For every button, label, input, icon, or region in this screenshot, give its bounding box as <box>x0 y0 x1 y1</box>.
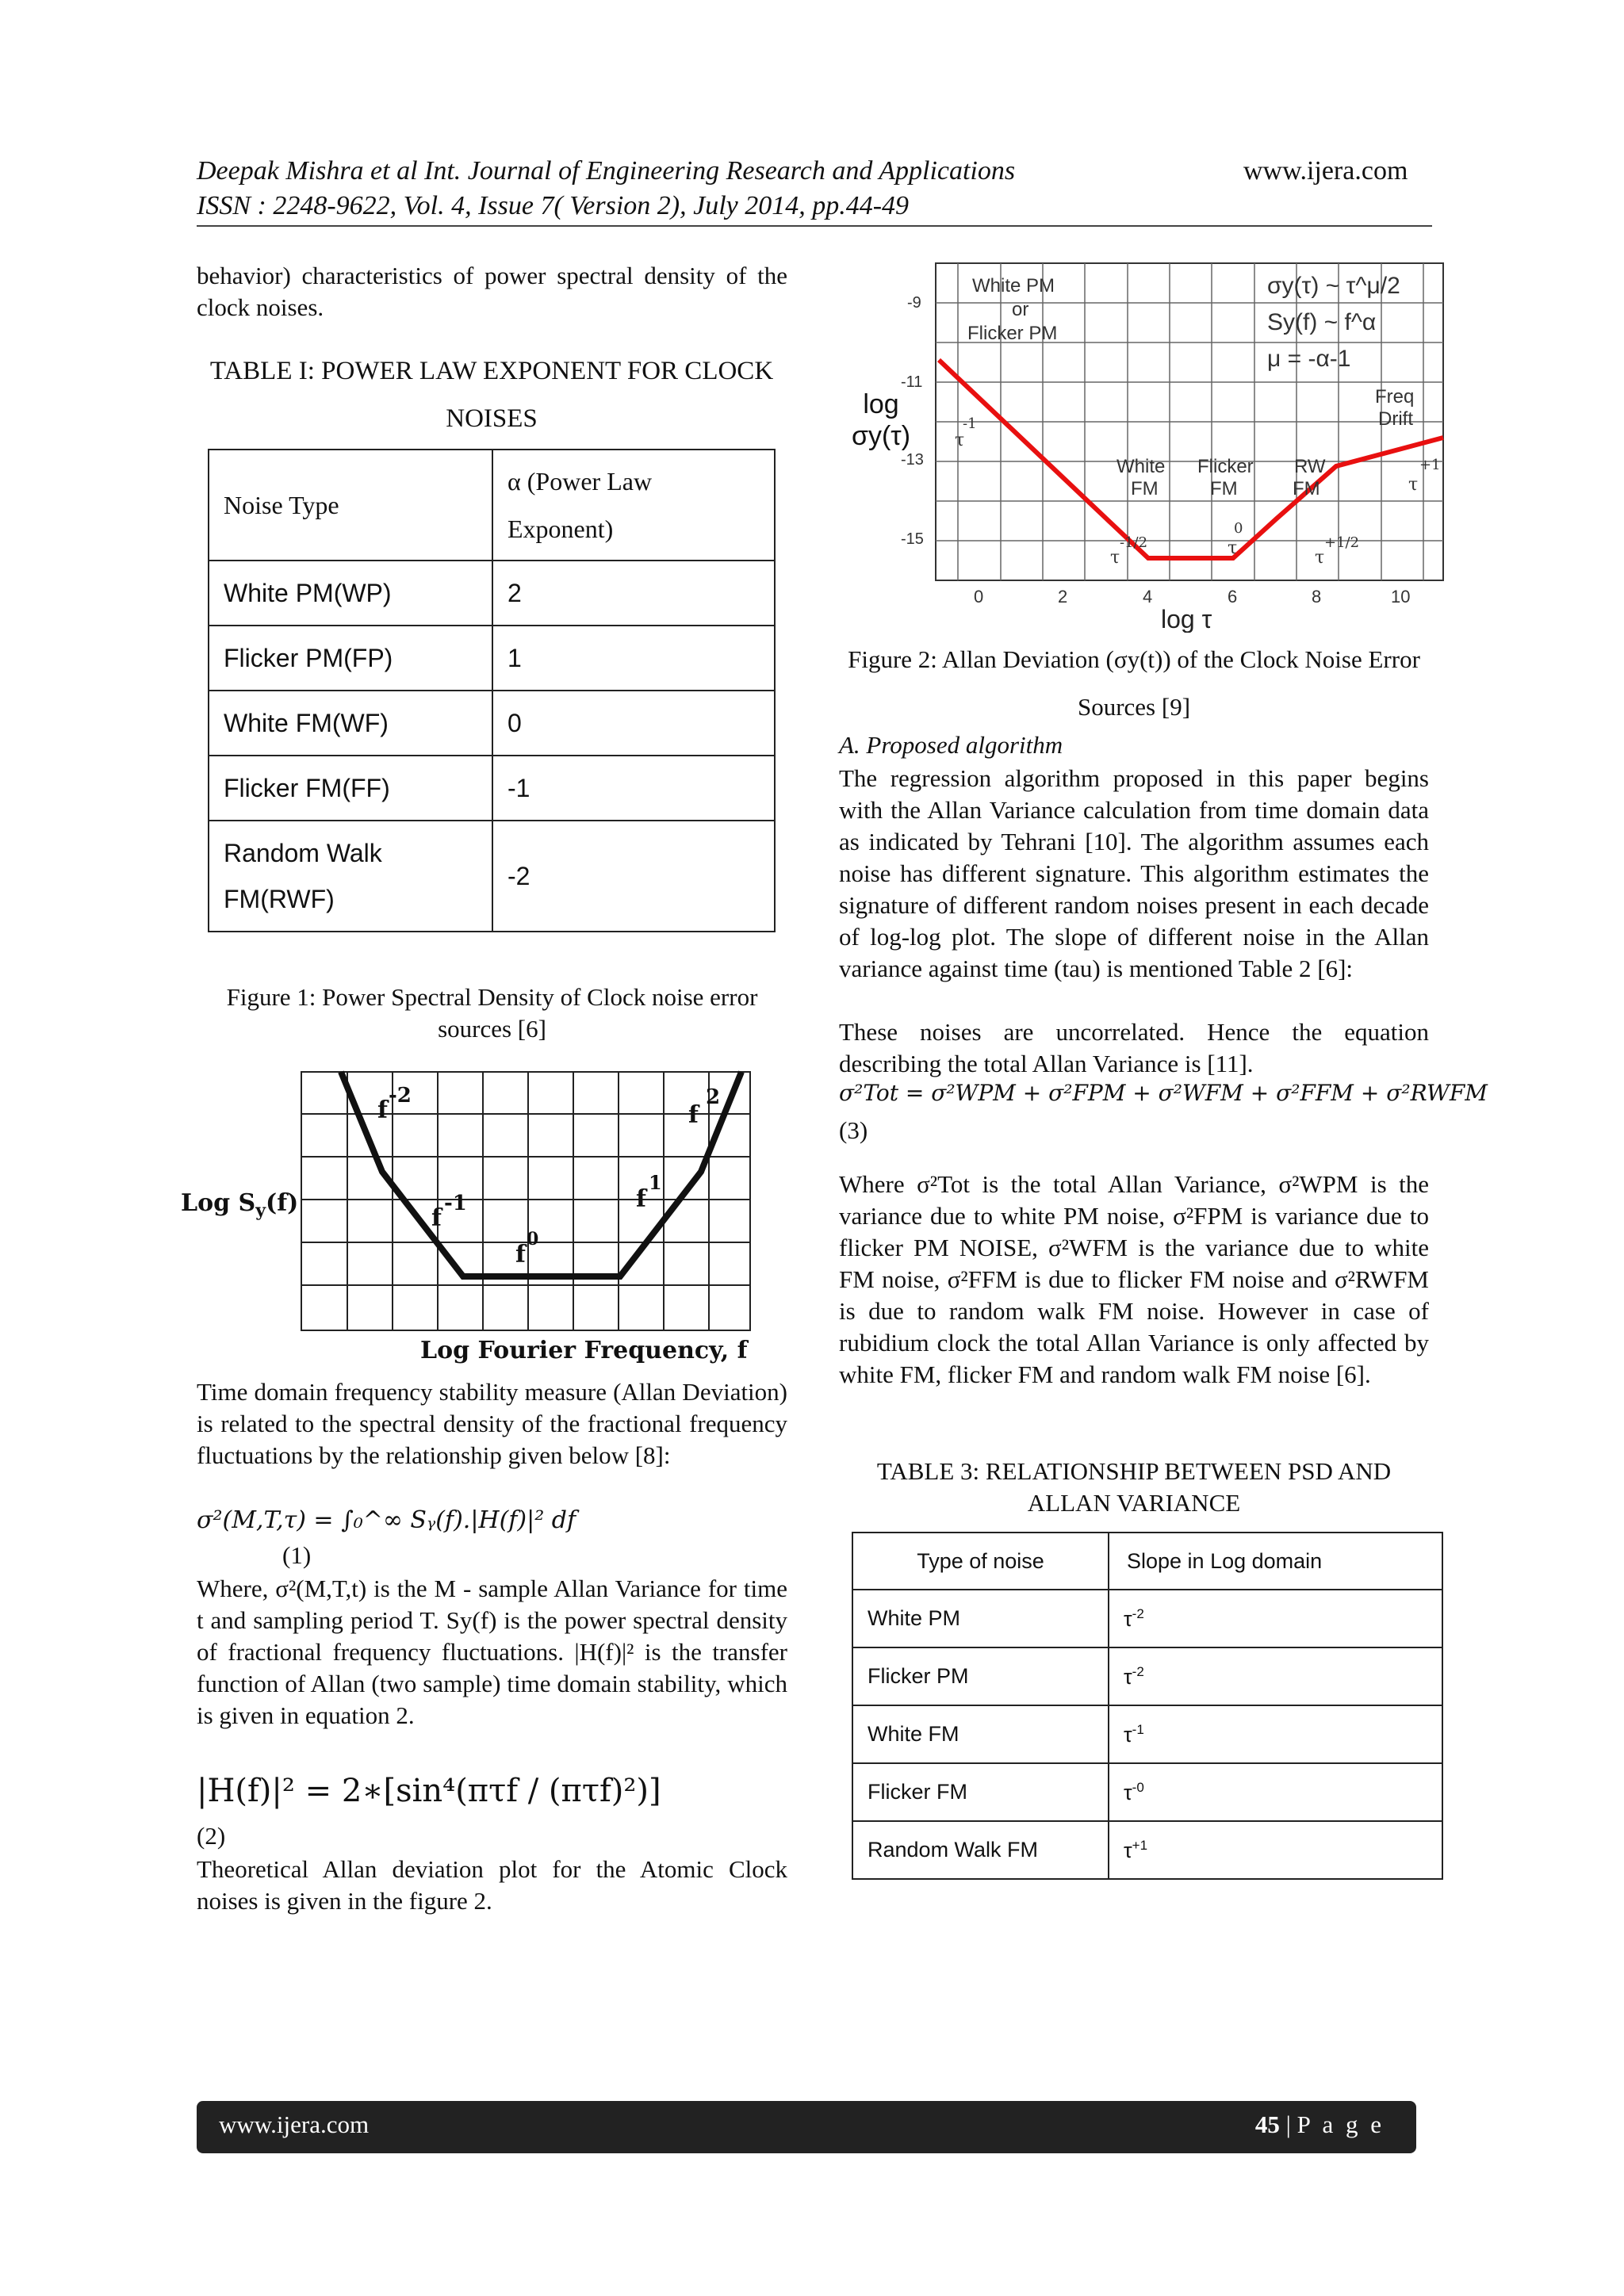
table3-cell: $\tau^{-1}$ <box>1109 1705 1442 1763</box>
right-para2: These noises are uncorrelated. Hence the equation describing the total Allan Variance is [11]. <box>839 1018 1429 1077</box>
section-heading: A. Proposed algorithm <box>839 731 1063 759</box>
svg-text:2: 2 <box>1058 587 1068 607</box>
svg-text:Drift: Drift <box>1378 408 1413 430</box>
right-para1: The regression algorithm proposed in this paper begins with the Allan Variance calculation from time domain data as indicated by Tehrani [10]. The algorithm assumes each noise has different signature. This algorithm estimates the signature of different random noises present in each decade of log-log plot. The slope of different noise in the Allan variance against time (tau) is mentioned Table 2 [6]: <box>839 764 1429 982</box>
svg-text:4: 4 <box>1143 587 1153 607</box>
fig1-labels <box>377 1084 720 1269</box>
journal-issn: ISSN : 2248-9622, Vol. 4, Issue 7( Version 2), July 2014, pp.44-49 <box>197 191 910 220</box>
table1-cell: White FM(WF) <box>209 691 492 756</box>
table3-cell: $\tau^{-2}$ <box>1109 1647 1442 1705</box>
table3-cell: $\tau^{-2}$ <box>1109 1590 1442 1647</box>
intro-text: behavior) characteristics of power spectral density of the clock noises. <box>197 262 787 321</box>
svg-text:Freq: Freq <box>1375 386 1415 408</box>
table3-cell: $\tau^{-0}$ <box>1109 1763 1442 1821</box>
table1-cell: 1 <box>492 626 775 691</box>
equation-2: |H(f)|² = 2∗[sin⁴(πτf / (πτf)²)] <box>197 1773 661 1809</box>
equation-1: σ²(M,T,τ) = ∫₀^∞ Sᵧ(f).|H(f)|² df <box>197 1506 576 1534</box>
svg-text:-9: -9 <box>907 294 921 312</box>
svg-text:-2: -2 <box>389 1084 412 1108</box>
left-para3: Theoretical Allan deviation plot for the Atomic Clock noises is given in the figure 2. <box>197 1855 787 1915</box>
left-para1: Time domain frequency stability measure (Allan Deviation) is related to the spectral density of the fractional frequency fluctuations by the relationship given below [8]: <box>197 1378 787 1469</box>
svg-text:Flicker PM: Flicker PM <box>967 323 1058 344</box>
fig2-y-ticks <box>901 294 924 548</box>
svg-text:f: f <box>515 1241 526 1269</box>
table1-title: TABLE I: POWER LAW EXPONENT FOR CLOCK NOISES <box>209 357 774 433</box>
table3-title: TABLE 3: RELATIONSHIP BETWEEN PSD AND ALLAN VARIANCE <box>876 1457 1392 1517</box>
table1-head-cell: Noise Type <box>209 450 492 561</box>
table-row <box>852 1821 1442 1879</box>
fig1-ylabel: Log $S_y(f)$ <box>181 1189 299 1221</box>
svg-text:-1/2: -1/2 <box>1120 534 1148 551</box>
svg-text:σy(τ) ~ τ^μ/2: σy(τ) ~ τ^μ/2 <box>1267 273 1400 299</box>
table3-cell: Flicker PM <box>852 1647 1109 1705</box>
table1-cell: Flicker PM(FP) <box>209 626 492 691</box>
svg-text:τ: τ <box>1110 548 1120 568</box>
header-divider <box>197 225 1432 227</box>
svg-text:-15: -15 <box>901 530 924 548</box>
svg-text:+1/2: +1/2 <box>1324 534 1360 551</box>
table3-cell: White PM <box>852 1590 1109 1647</box>
fig1-caption: Figure 1: Power Spectral Density of Clock noise error sources [6] <box>226 983 758 1043</box>
table3-head-cell: Type of noise <box>852 1533 1109 1590</box>
svg-text:f: f <box>636 1185 646 1213</box>
footer-page-number: 45 | P a g e <box>1254 2110 1385 2138</box>
svg-text:2: 2 <box>706 1085 721 1109</box>
svg-text:RW: RW <box>1294 456 1326 477</box>
fig1-plot <box>300 1070 752 1332</box>
table3-cell: White FM <box>852 1705 1109 1763</box>
table1-cell: 2 <box>492 561 775 626</box>
table1-cell: 0 <box>492 691 775 756</box>
footer-site[interactable]: www.ijera.com <box>219 2110 370 2138</box>
svg-text:FM: FM <box>1131 478 1159 499</box>
table1-cell: -1 <box>492 756 775 821</box>
svg-text:-13: -13 <box>901 451 924 469</box>
fig2-plot <box>896 260 1451 633</box>
svg-text:White: White <box>1116 456 1166 477</box>
table-row <box>209 561 775 626</box>
svg-text:f: f <box>377 1096 388 1124</box>
table3 <box>852 1532 1443 1880</box>
table1-cell: -2 <box>492 821 775 932</box>
table3-cell: $\tau^{+1}$ <box>1109 1821 1442 1879</box>
svg-text:10: 10 <box>1391 587 1411 607</box>
page-footer <box>197 2101 1416 2153</box>
svg-text:FM: FM <box>1293 478 1320 499</box>
fig2-allan-curve <box>939 360 1443 558</box>
journal-title: Deepak Mishra et al Int. Journal of Engineering Research and Applications <box>197 156 1016 186</box>
svg-text:FM: FM <box>1210 478 1238 499</box>
svg-text:τ: τ <box>1228 538 1238 558</box>
svg-text:τ: τ <box>1408 475 1419 495</box>
svg-text:0: 0 <box>974 587 984 607</box>
header-site[interactable]: www.ijera.com <box>1243 156 1408 186</box>
table3-cell: Random Walk FM <box>852 1821 1109 1879</box>
svg-text:0: 0 <box>1234 520 1243 537</box>
table3-header <box>852 1533 1442 1590</box>
svg-text:f: f <box>688 1101 699 1129</box>
svg-text:1: 1 <box>649 1171 662 1194</box>
fig2-xlabel: log τ <box>1161 605 1212 633</box>
equation-2-number: (2) <box>197 1822 226 1850</box>
fig2-ylabel: log σy(τ) <box>852 389 911 451</box>
svg-text:8: 8 <box>1312 587 1322 607</box>
table-row <box>852 1705 1442 1763</box>
svg-text:White PM: White PM <box>972 275 1055 297</box>
fig1-xlabel: Log Fourier Frequency, f <box>420 1337 748 1364</box>
table1-header <box>209 450 775 561</box>
equation-1-number: (1) <box>282 1541 312 1569</box>
table-row <box>209 626 775 691</box>
table1-cell: Flicker FM(FF) <box>209 756 492 821</box>
table-row <box>209 821 775 932</box>
svg-text:-1: -1 <box>963 415 977 432</box>
svg-text:τ: τ <box>1315 548 1325 568</box>
right-para3: Where σ²Tot is the total Allan Variance, σ²WPM is the variance due to white PM noise, σ²FPM is variance due to flicker PM NOISE, σ²WFM is the variance due to white FM noise, σ²FFM is due to flicker FM noise and σ²RWFM is due to random walk FM noise. However in case of rubidium clock the total Allan Variance is only affected by white FM, flicker FM and random walk FM noise [6]. <box>839 1170 1429 1388</box>
table-row <box>209 691 775 756</box>
svg-text:0: 0 <box>527 1229 539 1249</box>
table1-cell: Random Walk FM(RWF) <box>209 821 492 932</box>
fig2-caption: Figure 2: Allan Deviation (σy(t)) of the Clock Noise Error Sources [9] <box>848 645 1420 721</box>
equation-3-number: (3) <box>839 1116 868 1144</box>
svg-text:6: 6 <box>1228 587 1238 607</box>
fig1-grid <box>301 1072 750 1330</box>
table1 <box>208 449 776 932</box>
svg-text:-11: -11 <box>901 373 923 391</box>
table-row <box>852 1763 1442 1821</box>
table1-cell: White PM(WP) <box>209 561 492 626</box>
svg-text:Flicker: Flicker <box>1197 456 1254 477</box>
left-para2: Where, σ²(M,T,t) is the M - sample Allan Variance for time t and sampling period T. Sy(f) is the power spectral density of fractional frequency fluctuations. |H(f)|² is the transfer function of Allan (two sample) time domain stability, which is given in equation 2. <box>197 1575 787 1729</box>
svg-text:f: f <box>431 1204 442 1232</box>
fig2-legend <box>1267 273 1400 372</box>
table3-cell: Flicker FM <box>852 1763 1109 1821</box>
table3-head-cell: Slope in Log domain <box>1109 1533 1442 1590</box>
svg-text:-1: -1 <box>444 1192 467 1215</box>
equation-3: σ²Tot = σ²WPM + σ²FPM + σ²WFM + σ²FFM + σ²RWFM <box>839 1080 1488 1106</box>
svg-text:τ: τ <box>955 430 965 450</box>
table-row <box>852 1647 1442 1705</box>
svg-text:or: or <box>1012 299 1029 320</box>
svg-text:μ = -α-1: μ = -α-1 <box>1267 346 1351 372</box>
table1-head-cell: α (Power Law Exponent) <box>492 450 775 561</box>
svg-text:Sy(f) ~ f^α: Sy(f) ~ f^α <box>1267 309 1377 335</box>
fig2-slope-labels <box>955 415 1441 568</box>
fig2-x-ticks <box>974 587 1410 607</box>
table-row <box>852 1590 1442 1647</box>
table-row <box>209 756 775 821</box>
svg-text:+1: +1 <box>1419 457 1441 473</box>
